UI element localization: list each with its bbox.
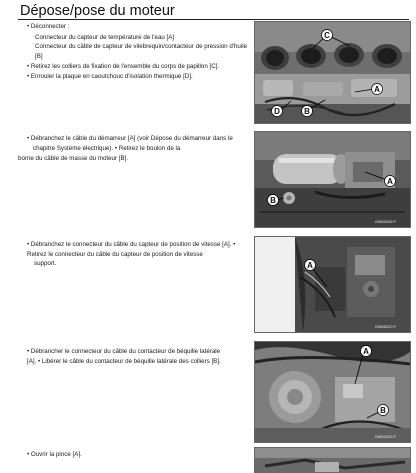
figure-code: GM06229 F [375,324,397,329]
clamp-photo [255,448,410,473]
gear-sensor-photo [255,237,410,332]
starter-motor-photo [255,132,410,227]
callout-a: A [363,347,369,356]
figure-gear-position-sensor [254,236,411,333]
section1-line2: Connecteur du capteur de température de l'eau [A] [35,34,175,41]
section2-line2: chapitre Système électrique). • Retirez le boulon de la [33,145,181,152]
section1-line6: • Enrouler la plaque en caoutchouc d'isolation thermique [D]. [27,73,193,80]
callout-d: D [274,107,280,116]
side-stand-photo [255,342,410,442]
callout-a: A [307,261,313,270]
section1-line1: • Déconnecter : [27,23,70,30]
section4-line2: [A]. • Libérer le câble du contacteur de béquille latérale des colliers [B]. [27,358,221,365]
section2-line3: borne du câble de masse du moteur [B]. [18,155,129,162]
callout-b: B [380,406,386,415]
section3-line2: Retirez le connecteur du câble du capteur de position de vitesse [27,251,203,258]
section5-line1: • Ouvrir la pince [A]. [27,451,82,458]
callout-a: A [374,85,380,94]
page-title: Dépose/pose du moteur [20,3,175,19]
figure-code: GM04228 F [375,219,397,224]
section4-line1: • Débrancher le connecteur du câble du contacteur de béquille latérale [27,348,221,355]
title-divider [18,19,409,20]
figure-clamp [254,447,411,473]
callout-a: A [387,177,393,186]
section1-line4: [B] [35,53,43,60]
section1-line3: Connecteur du câble de capteur de vilebrequin/contacteur de pression d'huile [35,43,248,50]
section2-line1: • Débranchez le câble du démarreur [A] (voir Dépose du démarreur dans le [27,135,233,142]
section3-line3: support. [34,260,57,267]
figure-side-stand-switch [254,341,411,443]
throttle-body-photo [255,22,410,123]
callout-b: B [270,196,276,205]
figure-code: GM04233 F [375,434,397,439]
section1-line5: • Retirez les colliers de fixation de l'ensemble du corps de papillon [C]. [27,63,220,70]
section3-line1: • Débranchez le connecteur du câble du capteur de position de vitesse [A]. • [27,241,236,248]
figure-starter-motor [254,131,411,228]
figure-throttle-body [254,21,411,124]
callout-b: B [304,107,310,116]
callout-c: C [324,31,330,40]
